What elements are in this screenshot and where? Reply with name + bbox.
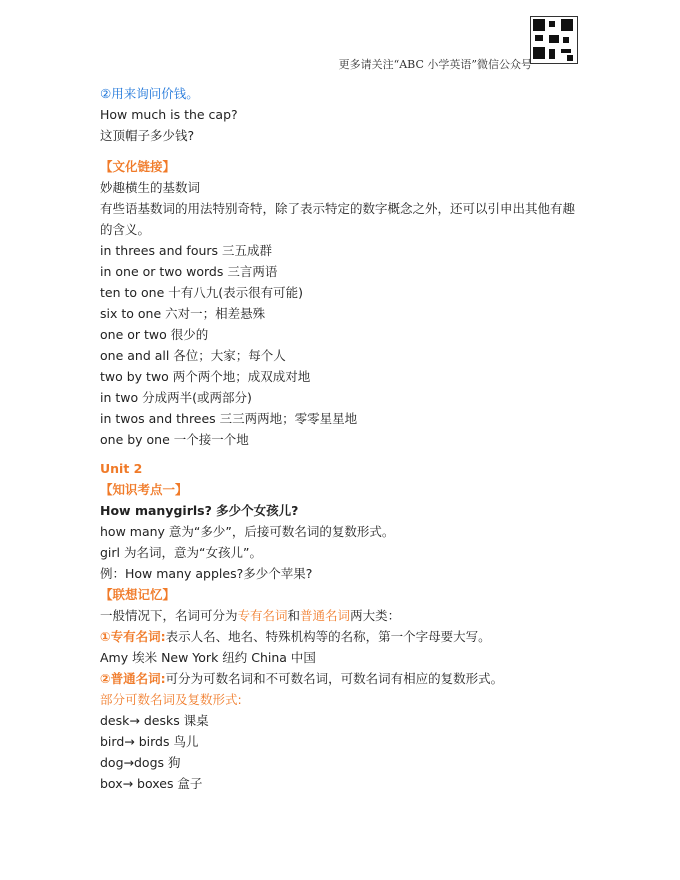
knowledge-example: 例：How many apples?多少个苹果? <box>100 566 313 581</box>
proper-noun-term: 专有名词 <box>237 608 288 623</box>
unit-title: Unit 2 <box>100 461 143 476</box>
common-noun-label: ②普通名词: <box>100 671 166 686</box>
intro-text: 一般情况下，名词可分为 <box>100 608 238 623</box>
plural-item: box→ boxes 盒子 <box>100 776 203 791</box>
phrase-item: in threes and fours 三五成群 <box>100 243 273 258</box>
phrase-item: in twos and threes 三三两两地；零零星星地 <box>100 411 358 426</box>
price-example-cn: 这顶帽子多少钱? <box>100 128 195 143</box>
phrase-item: in one or two words 三言两语 <box>100 264 278 279</box>
qr-code <box>530 16 578 64</box>
phrase-item: one by one 一个接一个地 <box>100 432 249 447</box>
knowledge-line: how many 意为“多少”，后接可数名词的复数形式。 <box>100 524 395 539</box>
phrase-item: six to one 六对一；相差悬殊 <box>100 306 266 321</box>
knowledge-title: How manygirls? 多少个女孩儿? <box>100 503 299 518</box>
price-example-en: How much is the cap? <box>100 107 238 122</box>
intro-text: 两大类： <box>350 608 401 623</box>
price-subtitle: ②用来询问价钱。 <box>100 86 199 101</box>
proper-noun-example: Amy 埃米 New York 纽约 China 中国 <box>100 650 316 665</box>
phrase-item: in two 分成两半(或两部分) <box>100 390 252 405</box>
proper-noun-line <box>100 626 580 647</box>
proper-noun-text: 表示人名、地名、特殊机构等的名称，第一个字母要大写。 <box>165 629 491 644</box>
knowledge-line: girl 为名词，意为“女孩儿”。 <box>100 545 262 560</box>
phrase-item: two by two 两个两个地；成双成对地 <box>100 369 311 384</box>
phrase-item: one and all 各位；大家；每个人 <box>100 348 286 363</box>
plural-item: desk→ desks 课桌 <box>100 713 209 728</box>
culture-intro: 有些语基数词的用法特别奇特，除了表示特定的数字概念之外，还可以引申出其他有趣的含义。 <box>100 201 576 237</box>
document-body <box>100 83 580 794</box>
common-noun-term: 普通名词 <box>300 608 351 623</box>
association-intro <box>100 605 580 626</box>
plural-heading: 部分可数名词及复数形式: <box>100 692 242 707</box>
knowledge-heading: 【知识考点一】 <box>100 482 188 497</box>
culture-heading: 【文化链接】 <box>100 159 176 174</box>
proper-noun-label: ①专有名词: <box>100 629 166 644</box>
plural-item: bird→ birds 鸟儿 <box>100 734 199 749</box>
intro-text: 和 <box>287 608 301 623</box>
phrase-item: one or two 很少的 <box>100 327 209 342</box>
plural-item: dog→dogs 狗 <box>100 755 181 770</box>
association-heading: 【联想记忆】 <box>100 587 176 602</box>
culture-title: 妙趣横生的基数词 <box>100 180 201 195</box>
common-noun-line <box>100 668 580 689</box>
header-text: 更多请关注“ABC 小学英语”微信公众号 <box>338 58 532 71</box>
common-noun-text: 可分为可数名词和不可数名词，可数名词有相应的复数形式。 <box>165 671 504 686</box>
phrase-item: ten to one 十有八九(表示很有可能) <box>100 285 303 300</box>
